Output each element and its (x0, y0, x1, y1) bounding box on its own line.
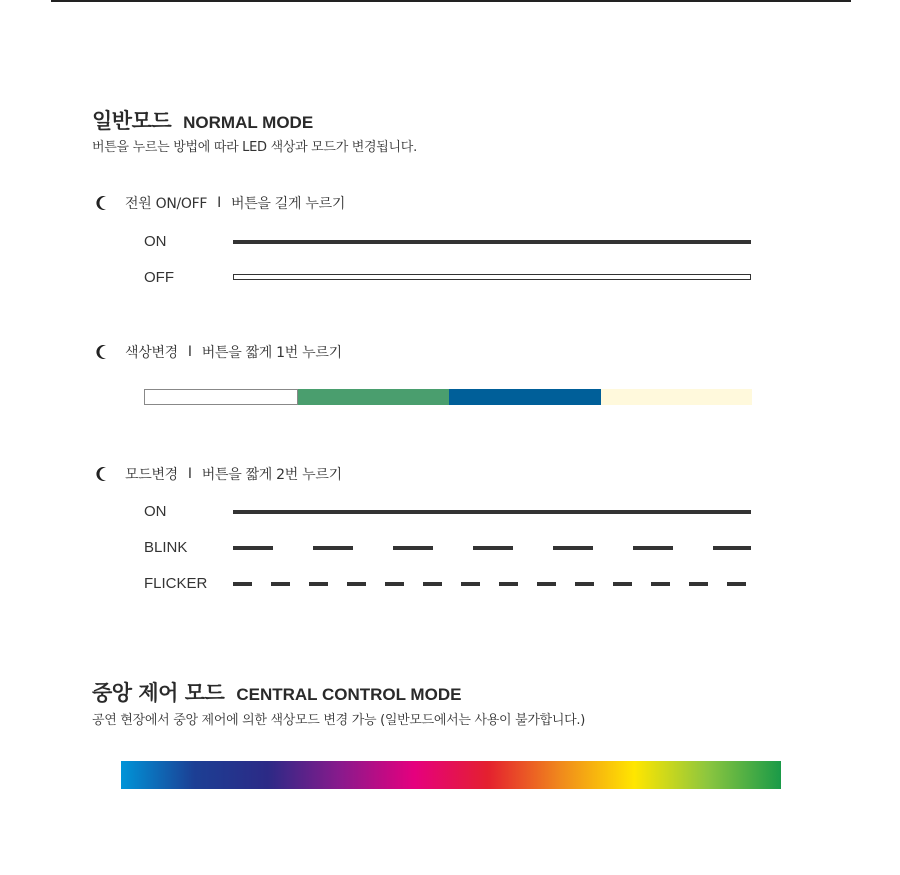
power-on-line (233, 240, 751, 244)
power-heading (95, 193, 345, 213)
moon-icon (95, 466, 111, 482)
color-swatch-2 (298, 389, 450, 405)
mode-change-action: 버튼을 짧게 2번 누르기 (201, 467, 342, 483)
flicker-dash-line (233, 581, 753, 587)
rainbow-gradient-bar (121, 761, 781, 789)
normal-mode-title-en: NORMAL MODE (183, 113, 314, 132)
moon-icon (95, 195, 111, 211)
power-on-label: ON (144, 233, 167, 250)
color-change-heading (95, 342, 342, 362)
power-off-label: OFF (144, 269, 174, 286)
color-swatch-4 (601, 389, 753, 405)
normal-mode-title-ko: 일반모드 (92, 109, 172, 133)
power-action: 버튼을 길게 누르기 (230, 196, 346, 212)
central-mode-title (92, 677, 461, 707)
mode-change-label: 모드변경 (125, 467, 178, 483)
color-change-action: 버튼을 짧게 1번 누르기 (201, 345, 342, 361)
moon-icon (95, 344, 111, 360)
top-divider (51, 0, 851, 2)
color-swatch-1 (144, 389, 298, 405)
color-change-label: 색상변경 (125, 345, 178, 361)
mode-change-heading (95, 464, 342, 484)
blink-dash-line (233, 545, 753, 551)
power-label: 전원 ON/OFF (125, 196, 208, 212)
central-mode-title-ko: 중앙 제어 모드 (92, 681, 225, 705)
color-swatch-3 (449, 389, 601, 405)
normal-mode-description: 버튼을 누르는 방법에 따라 LED 색상과 모드가 변경됩니다. (92, 140, 417, 155)
mode-blink-label: BLINK (144, 539, 188, 556)
power-off-line (233, 274, 751, 280)
color-change-separator: I (187, 344, 192, 360)
normal-mode-title (92, 105, 313, 135)
mode-change-separator: I (187, 466, 192, 482)
mode-on-label: ON (144, 503, 167, 520)
central-mode-description: 공연 현장에서 중앙 제어에 의한 색상모드 변경 가능 (일반모드에서는 사용이 불가합니다.) (92, 713, 585, 728)
mode-on-line (233, 510, 751, 514)
power-separator: I (217, 195, 221, 211)
central-mode-title-en: CENTRAL CONTROL MODE (236, 685, 462, 704)
color-swatches (144, 389, 752, 405)
mode-flicker-label: FLICKER (144, 575, 208, 592)
